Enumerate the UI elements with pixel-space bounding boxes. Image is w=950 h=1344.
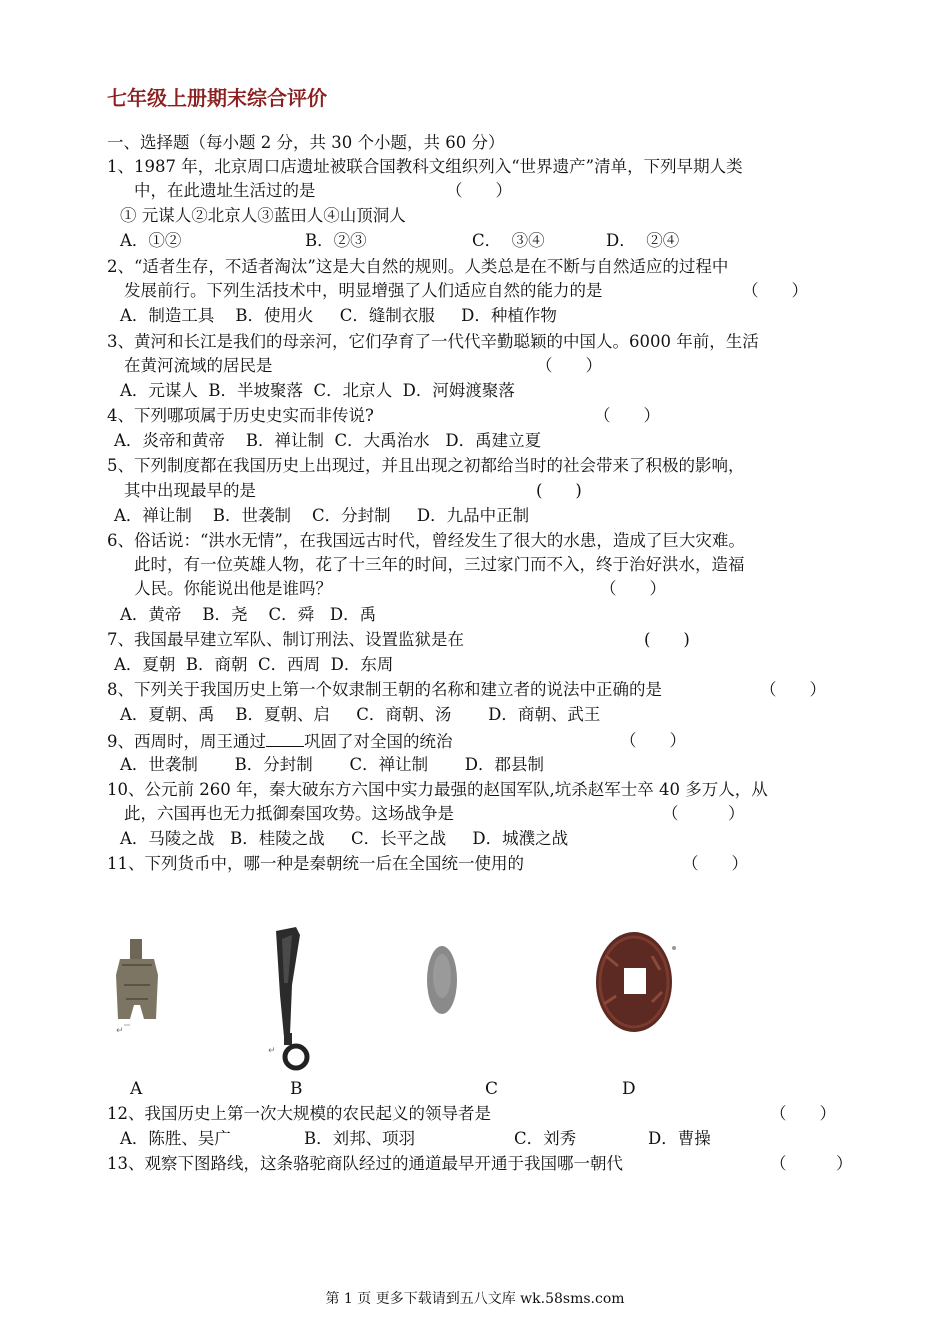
coin-c-antnose-image bbox=[420, 940, 464, 1020]
q11-line1: 11、下列货币中，哪一种是秦朝统一后在全国统一使用的 bbox=[107, 854, 524, 873]
q4-answer-paren: （ ） bbox=[594, 406, 660, 425]
q6-options: A．黄帝 B．尧 C．舜 D．禹 bbox=[120, 605, 377, 624]
q1-answer-paren: （ ） bbox=[446, 181, 512, 200]
q9-post: 巩固了对全国的统治 bbox=[304, 732, 453, 751]
q9-blank bbox=[266, 730, 304, 747]
coin-label-d: D bbox=[622, 1079, 636, 1099]
q10-line1: 10、公元前 260 年，秦大破东方六国中实力最强的赵国军队,坑杀赵军士卒 40 多万人，从 bbox=[107, 780, 768, 799]
q13-answer-paren: （ ） bbox=[770, 1154, 853, 1173]
q3-line2: 在黄河流域的居民是 bbox=[124, 356, 273, 375]
q1-line1: 1、1987 年，北京周口店遗址被联合国教科文组织列入“世界遗产”清单，下列早期人类 bbox=[107, 157, 743, 176]
q5-options: A．禅让制 B．世袭制 C．分封制 D．九品中正制 bbox=[114, 506, 530, 525]
svg-text:↵: ↵ bbox=[268, 1046, 276, 1056]
q12-option-c: C．刘秀 bbox=[514, 1129, 577, 1148]
q7-line1: 7、我国最早建立军队、制订刑法、设置监狱是在 bbox=[107, 630, 464, 649]
q1-option-c: C． ③④ bbox=[472, 231, 545, 250]
q8-answer-paren: （ ） bbox=[760, 680, 826, 699]
q1-line2: 中，在此遗址生活过的是 bbox=[134, 181, 316, 200]
coin-label-b: B bbox=[290, 1079, 303, 1099]
coin-a-spade-image bbox=[110, 935, 166, 1035]
q7-answer-paren: ( ) bbox=[644, 630, 690, 649]
q6-line1: 6、俗话说：“洪水无情”，在我国远古时代，曾经发生了很大的水患，造成了巨大灾难。 bbox=[107, 531, 745, 550]
q9-answer-paren: （ ） bbox=[620, 731, 686, 750]
q2-answer-paren: （ ） bbox=[742, 281, 808, 300]
q10-line2: 此，六国再也无力抵御秦国攻势。这场战争是 bbox=[124, 804, 454, 823]
q6-line3: 人民。你能说出他是谁吗？ bbox=[134, 579, 332, 598]
q8-line1: 8、下列关于我国历史上第一个奴隶制王朝的名称和建立者的说法中正确的是 bbox=[107, 680, 662, 699]
q12-option-d: D．曹操 bbox=[648, 1129, 711, 1148]
q1-option-a: A．①② bbox=[120, 231, 182, 250]
q5-line2: 其中出现最早的是 bbox=[124, 481, 256, 500]
q10-options: A．马陵之战 B．桂陵之战 C．长平之战 D．城濮之战 bbox=[120, 829, 569, 848]
q13-line1: 13、观察下图路线，这条骆驼商队经过的通道最早开通于我国哪一朝代 bbox=[107, 1154, 623, 1173]
q4-options: A．炎帝和黄帝 B．禅让制 C．大禹治水 D．禹建立夏 bbox=[114, 431, 542, 450]
coin-b-knife-image bbox=[262, 925, 322, 1075]
q8-options: A．夏朝、禹 B．夏朝、启 C．商朝、汤 D．商朝、武王 bbox=[120, 705, 601, 724]
page-title: 七年级上册期末综合评价 bbox=[107, 86, 327, 110]
q9-options: A．世袭制 B．分封制 C．禅让制 D．郡县制 bbox=[120, 755, 545, 774]
q11-answer-paren: （ ） bbox=[682, 854, 748, 873]
q12-answer-paren: （ ） bbox=[770, 1104, 836, 1123]
q4-line1: 4、下列哪项属于历史史实而非传说? bbox=[107, 406, 374, 425]
q2-line1: 2、“适者生存，不适者淘汰”这是大自然的规则。人类总是在不断与自然适应的过程中 bbox=[107, 257, 729, 276]
q2-options: A．制造工具 B．使用火 C．缝制衣服 D．种植作物 bbox=[120, 306, 557, 325]
q1-option-d: D． ②④ bbox=[606, 231, 680, 250]
page-footer: 第 1 页 更多下载请到五八文库 wk.58sms.com bbox=[325, 1291, 625, 1307]
q6-line2: 此时，有一位英雄人物，花了十三年的时间，三过家门而不入，终于治好洪水，造福 bbox=[134, 555, 745, 574]
q6-answer-paren: （ ） bbox=[600, 579, 666, 598]
q12-line1: 12、我国历史上第一次大规模的农民起义的领导者是 bbox=[107, 1104, 491, 1123]
svg-text:↵: ↵ bbox=[116, 1026, 124, 1035]
q9-pre: 9、西周时，周王通过 bbox=[107, 732, 266, 751]
q12-option-a: A．陈胜、吴广 bbox=[120, 1129, 231, 1148]
q9-line1 bbox=[107, 730, 453, 753]
q3-line1: 3、黄河和长江是我们的母亲河，它们孕育了一代代辛勤聪颖的中国人。6000 年前，生活 bbox=[107, 332, 759, 351]
coin-d-banliang-image bbox=[590, 926, 686, 1038]
q2-line2: 发展前行。下列生活技术中，明显增强了人们适应自然的能力的是 bbox=[124, 281, 603, 300]
coin-label-c: C bbox=[485, 1079, 499, 1099]
q3-answer-paren: （ ） bbox=[536, 356, 602, 375]
q5-line1: 5、下列制度都在我国历史上出现过，并且出现之初都给当时的社会带来了积极的影响， bbox=[107, 456, 745, 475]
q1-sub: ① 元谋人②北京人③蓝田人④山顶洞人 bbox=[120, 206, 406, 225]
q1-option-b: B．②③ bbox=[305, 231, 367, 250]
q7-options: A．夏朝 B．商朝 C．西周 D．东周 bbox=[114, 655, 394, 674]
q10-answer-paren: （ ） bbox=[662, 804, 745, 823]
q3-options: A．元谋人 B．半坡聚落 C．北京人 D．河姆渡聚落 bbox=[120, 381, 515, 400]
q5-answer-paren: ( ) bbox=[536, 481, 582, 500]
coin-label-a: A bbox=[130, 1079, 143, 1099]
q12-option-b: B．刘邦、项羽 bbox=[304, 1129, 416, 1148]
section-heading: 一、选择题（每小题 2 分，共 30 个小题，共 60 分） bbox=[107, 133, 505, 152]
